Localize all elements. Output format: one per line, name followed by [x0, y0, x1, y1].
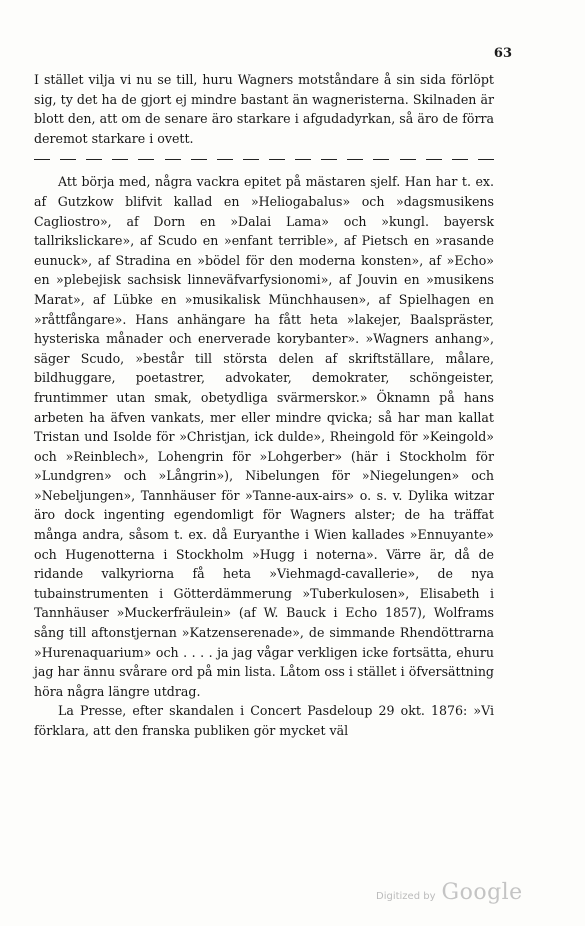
section-divider	[34, 152, 494, 166]
body-text	[34, 70, 494, 741]
paragraph-2: Att börja med, några vackra epitet på mästaren sjelf. Han har t. ex. af Gutzkow blifvit kallad en »Heliogabalus» och »dagsmusikens Cagliostro», af Dorn en »Dalai Lama» och »kungl. bayersk tallrikslickare», af Scudo en »enfant terrible», af Pietsch en »rasande eunuck», af Stradina en »bödel för den moderna konsten», af »Echo» en »plebejisk sachsisk linneväfvarfysionomi», af Jouvin en »musikens Marat», af Lübke en »musikalisk Münchhausen», af Spielhagen en »råttfångare». Hans anhängare ha fått heta »lakejer, Baalspräster, hysteriska månader och enerverade korybanter». »Wagners anhang», säger Scudo, »består till största delen af skriftställare, målare, bildhuggare, poetastrer, advokater, demokrater, schöngeister, fruntimmer utan smak, obetydliga svärmerskor.» Öknamn på hans arbeten ha äfven vankats, mer eller mindre qvicka; så har man kallat Tristan und Isolde för »Christjan, ick dulde», Rheingold för »Keingold» och »Reinblech», Lohengrin för »Lohgerber» (här i Stockholm för »Lundgren» och »Långrin»), Nibelungen för »Niegelungen» och »Nebeljungen», Tannhäuser för »Tanne-aux-airs» o. s. v. Dylika witzar äro dock ingenting egendomligt för Wagners alster; de ha träffat många andra, såsom t. ex. då Euryanthe i Wien kallades »Ennuyante» och Hugenotterna i Stockholm »Hugg i noterna». Värre är, då de ridande valkyriorna få heta »Viehmagd-cavallerie», de nya tubainstrumenten i Götterdämmerung »Tuberkulosen», Elisabeth i Tannhäuser »Muckerfräulein» (af W. Bauck i Echo 1857), Wolframs sång till aftonstjernan »Katzenserenade», de simmande Rhendöttrarna »Hurenaquarium» och . . . . ja jag vågar verkligen icke fortsätta, ehuru jag har ännu svårare ord på min lista. Låtom oss i stället i öfversättning höra några längre utdrag.	[34, 174, 494, 699]
google-watermark	[376, 880, 523, 905]
page-number: 63	[493, 46, 512, 61]
paragraph-1: I stället vilja vi nu se till, huru Wagners motståndare å sin sida förlöpt sig, ty det ha de gjort ej mindre bastant än wagneristerna. Skilnaden är blott den, att om de senare äro starkare i afgudadyrkan, så äro de förra deremot starkare i ovett.	[34, 72, 494, 146]
watermark-google-logo: Google	[441, 880, 523, 905]
paragraph-3: La Presse, efter skandalen i Concert Pasdeloup 29 okt. 1876: »Vi förklara, att den franska publiken gör mycket väl	[34, 703, 494, 738]
watermark-digitized-label: Digitized by	[376, 891, 436, 902]
